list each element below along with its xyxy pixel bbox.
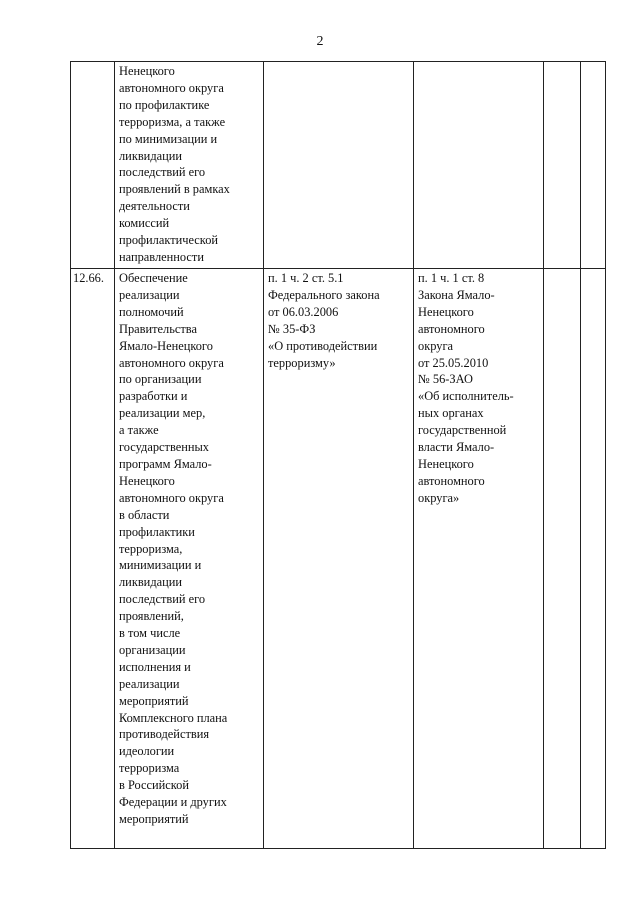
name-line: последствий его — [119, 592, 206, 607]
name-line: ликвидации — [119, 148, 183, 163]
name-line: терроризма, — [119, 541, 183, 556]
name-line: направленности — [119, 249, 204, 264]
name-line: терроризма, а также — [119, 114, 226, 129]
name-line: Обеспечение — [119, 271, 188, 285]
federal-basis-cell — [264, 62, 414, 269]
regional-basis-line: ных органах — [418, 406, 484, 421]
regional-basis-line: округа — [418, 338, 454, 353]
row-number-cell — [71, 269, 115, 849]
name-line: в области — [119, 507, 170, 522]
name-line: Федерации и других — [119, 795, 227, 810]
name-line: автономного округа — [119, 355, 224, 370]
name-line: реализации — [119, 287, 180, 302]
name-line: по минимизации и — [119, 131, 218, 146]
empty-cell — [581, 269, 606, 849]
name-line: идеологии — [119, 744, 175, 759]
document-table — [70, 61, 606, 849]
name-line: государственных — [119, 440, 210, 455]
regional-basis-line: округа» — [418, 490, 460, 505]
name-line: в том числе — [119, 626, 181, 641]
federal-basis-line: Федерального закона — [268, 287, 380, 302]
federal-basis-line: п. 1 ч. 2 ст. 5.1 — [268, 271, 344, 285]
regional-basis-line: Закона Ямало- — [418, 287, 495, 302]
regional-basis-line: государственной — [418, 423, 507, 438]
federal-basis-cell — [264, 269, 414, 849]
federal-basis-line: «О противодействии — [268, 338, 378, 353]
row-name-cell — [115, 269, 264, 849]
regional-basis-line: № 56-ЗАО — [418, 372, 473, 387]
name-line: профилактики — [119, 524, 195, 539]
regional-basis-line: Ненецкого — [418, 304, 474, 319]
row-number: 12.66. — [73, 271, 104, 285]
federal-basis-line: от 06.03.2006 — [268, 304, 339, 319]
name-line: полномочий — [119, 304, 184, 319]
regional-basis-line: «Об исполнитель- — [418, 389, 514, 404]
name-line: мероприятий — [119, 812, 189, 826]
name-line: противодействия — [119, 727, 210, 742]
name-line: последствий его — [119, 165, 206, 180]
name-line: деятельности — [119, 199, 190, 214]
name-line: Правительства — [119, 321, 197, 336]
name-line: комиссий — [119, 216, 170, 231]
name-line: минимизации и — [119, 558, 202, 573]
name-line: в Российской — [119, 778, 190, 793]
name-line: проявлений в рамках — [119, 182, 230, 197]
name-line: организации — [119, 642, 186, 657]
name-line: автономного округа — [119, 80, 224, 95]
name-line: Ненецкого — [119, 473, 175, 488]
name-line: ликвидации — [119, 575, 183, 590]
regional-basis-line: Ненецкого — [418, 456, 474, 471]
name-line: мероприятий — [119, 693, 189, 708]
name-line: терроризма — [119, 761, 180, 776]
name-line: разработки и — [119, 389, 188, 404]
name-line: программ Ямало- — [119, 456, 212, 471]
table-row — [71, 269, 606, 849]
name-line: проявлений, — [119, 609, 184, 624]
name-line: а также — [119, 423, 159, 438]
empty-cell — [581, 62, 606, 269]
name-line: Комплексного плана — [119, 710, 228, 725]
name-line: реализации — [119, 676, 180, 691]
name-line: Ненецкого — [119, 64, 175, 78]
federal-basis-line: № 35-ФЗ — [268, 321, 316, 336]
name-line: исполнения и — [119, 659, 191, 674]
table-row — [71, 62, 606, 269]
name-line: Ямало-Ненецкого — [119, 338, 213, 353]
page-number: 2 — [316, 34, 324, 49]
name-line: по организации — [119, 372, 202, 387]
empty-cell — [544, 269, 581, 849]
name-line: профилактической — [119, 233, 219, 248]
name-line: по профилактике — [119, 97, 210, 112]
regional-basis-line: п. 1 ч. 1 ст. 8 — [418, 271, 485, 285]
regional-basis-line: автономного — [418, 321, 485, 336]
regional-basis-line: автономного — [418, 473, 485, 488]
name-line: реализации мер, — [119, 406, 206, 421]
regional-basis-cell — [414, 269, 544, 849]
regional-basis-cell — [414, 62, 544, 269]
regional-basis-line: от 25.05.2010 — [418, 355, 489, 370]
empty-cell — [544, 62, 581, 269]
row-name-cell — [115, 62, 264, 269]
regional-basis-line: власти Ямало- — [418, 440, 495, 455]
federal-basis-line: терроризму» — [268, 355, 336, 370]
name-line: автономного округа — [119, 490, 224, 505]
row-number-cell — [71, 62, 115, 269]
